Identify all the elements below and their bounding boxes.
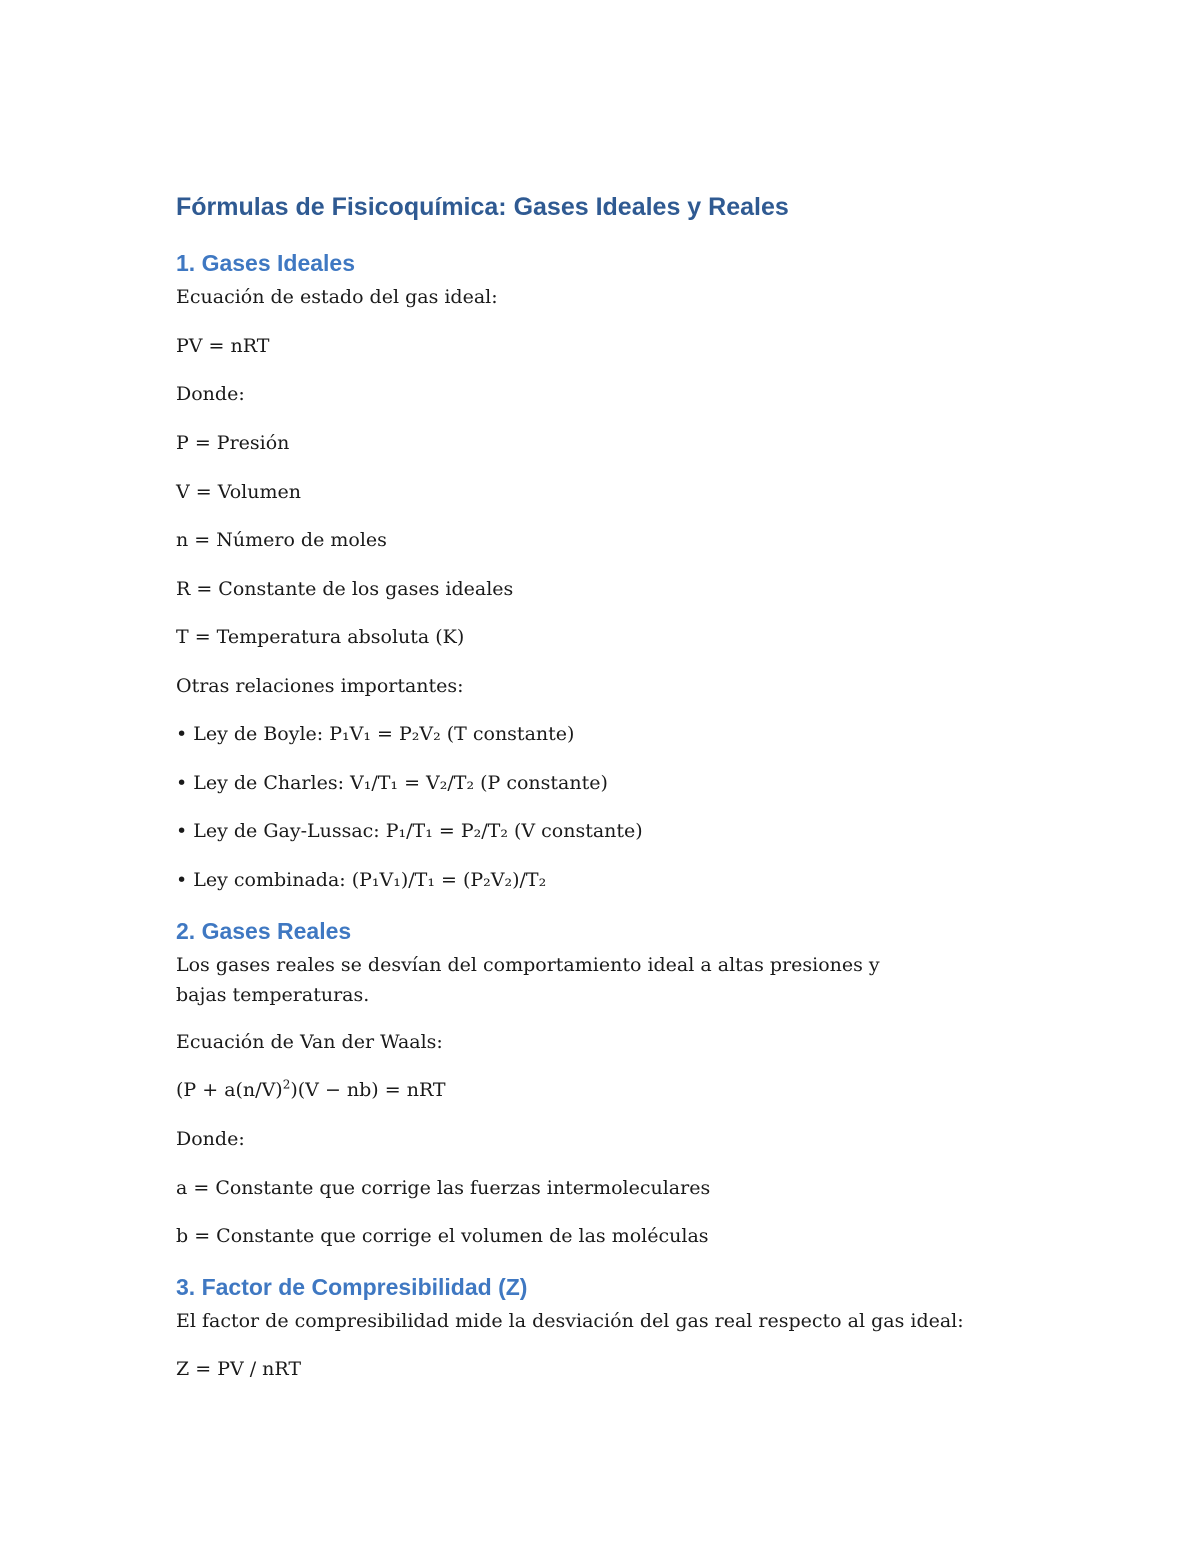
variable-item: n = Número de moles bbox=[176, 529, 387, 551]
relation-item-combinada: • Ley combinada: (P₁V₁)/T₁ = (P₂V₂)/T₂ bbox=[176, 869, 547, 891]
relation-item-charles: • Ley de Charles: V₁/T₁ = V₂/T₂ (P constante) bbox=[176, 772, 608, 794]
relation-item-boyle: • Ley de Boyle: P₁V₁ = P₂V₂ (T constante) bbox=[176, 723, 575, 745]
ideal-gas-intro: Ecuación de estado del gas ideal: bbox=[176, 286, 498, 308]
compressibility-equation: Z = PV / nRT bbox=[176, 1358, 302, 1380]
variable-item: b = Constante que corrige el volumen de las moléculas bbox=[176, 1225, 709, 1247]
ideal-gas-equation: PV = nRT bbox=[176, 335, 270, 357]
van-der-waals-equation bbox=[176, 1078, 446, 1102]
ideal-gas-donde: Donde: bbox=[176, 383, 245, 405]
variable-item: R = Constante de los gases ideales bbox=[176, 578, 514, 600]
equation-part: (P + a(n/V) bbox=[176, 1079, 283, 1101]
equation-exponent: 2 bbox=[282, 1077, 291, 1092]
van-der-waals-label: Ecuación de Van der Waals: bbox=[176, 1031, 443, 1053]
variable-item: T = Temperatura absoluta (K) bbox=[176, 626, 465, 648]
section-heading-gases-reales: 2. Gases Reales bbox=[176, 918, 352, 944]
compressibility-intro: El factor de compresibilidad mide la desviación del gas real respecto al gas ideal: bbox=[176, 1310, 964, 1332]
other-relations-label: Otras relaciones importantes: bbox=[176, 675, 464, 697]
variable-item: a = Constante que corrige las fuerzas intermoleculares bbox=[176, 1177, 711, 1199]
section-heading-gases-ideales: 1. Gases Ideales bbox=[176, 250, 356, 276]
real-gas-donde: Donde: bbox=[176, 1128, 245, 1150]
real-gas-intro: Los gases reales se desvían del comportamiento ideal a altas presiones y bajas temperaturas. bbox=[176, 954, 880, 1006]
section-heading-factor-compresibilidad: 3. Factor de Compresibilidad (Z) bbox=[176, 1274, 528, 1300]
relation-item-gay-lussac: • Ley de Gay-Lussac: P₁/T₁ = P₂/T₂ (V constante) bbox=[176, 820, 643, 842]
variable-item: P = Presión bbox=[176, 432, 290, 454]
page-title: Fórmulas de Fisicoquímica: Gases Ideales y Reales bbox=[176, 193, 789, 221]
equation-part: )(V − nb) = nRT bbox=[290, 1079, 446, 1101]
variable-item: V = Volumen bbox=[176, 481, 301, 503]
